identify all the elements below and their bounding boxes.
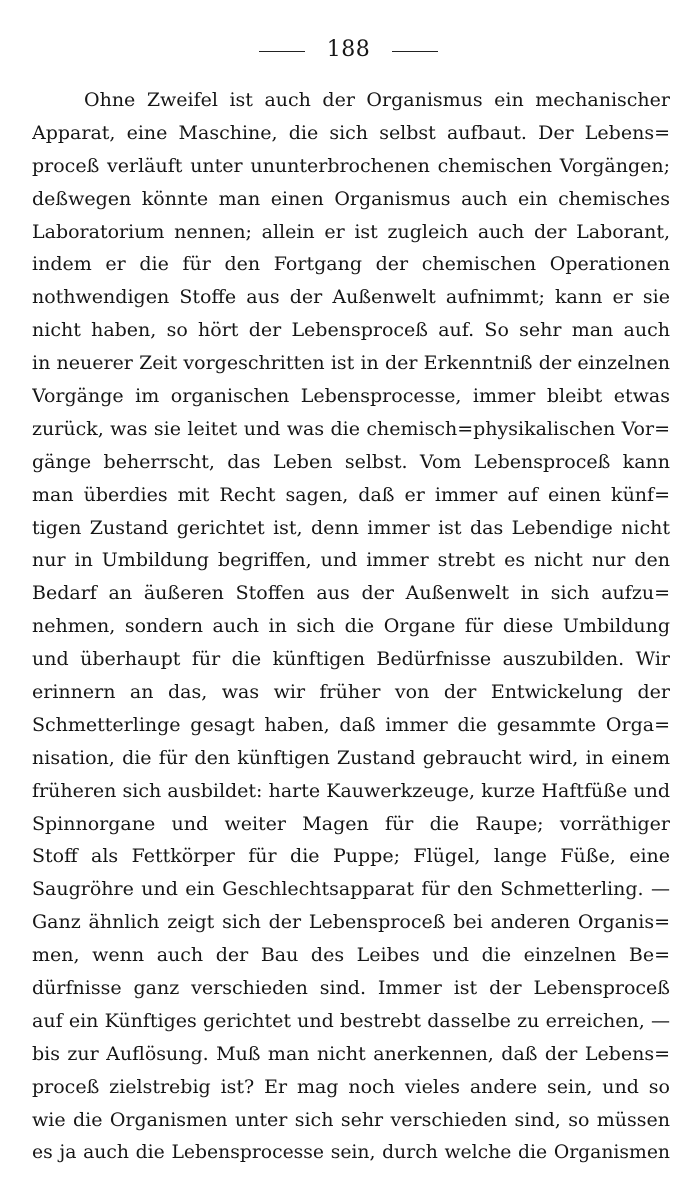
text-line: es ja auch die Lebensprocesse sein, durch welche die Organismen bbox=[32, 1141, 670, 1163]
text-line: indem er die für den Fortgang der chemischen Operationen bbox=[32, 253, 670, 276]
text-line: zurück, was sie leitet und was die chemisch=physikalischen Vor= bbox=[32, 417, 670, 440]
header-rule-right bbox=[392, 51, 438, 52]
text-line: Apparat, eine Maschine, die sich selbst aufbaut. Der Lebens= bbox=[32, 121, 670, 144]
text-line: man überdies mit Recht sagen, daß er immer auf einen künf= bbox=[32, 483, 670, 506]
text-line: wie die Organismen unter sich sehr verschieden sind, so müssen bbox=[32, 1108, 670, 1131]
text-line: und überhaupt für die künftigen Bedürfnisse auszubilden. Wir bbox=[32, 648, 670, 671]
text-line: Spinnorgane und weiter Magen für die Raupe; vorräthiger bbox=[32, 812, 670, 835]
text-line: dürfnisse ganz verschieden sind. Immer ist der Lebensproceß bbox=[32, 977, 670, 1000]
text-line: nehmen, sondern auch in sich die Organe für diese Umbildung bbox=[32, 615, 670, 638]
text-line: nur in Umbildung begriffen, und immer strebt es nicht nur den bbox=[32, 549, 670, 572]
header-rule-left bbox=[259, 51, 305, 52]
text-line: Vorgänge im organischen Lebensprocesse, immer bleibt etwas bbox=[32, 385, 670, 408]
text-line: erinnern an das, was wir früher von der Entwickelung der bbox=[32, 681, 670, 704]
body-paragraph bbox=[32, 84, 670, 1169]
text-line: tigen Zustand gerichtet ist, denn immer ist das Lebendige nicht bbox=[32, 516, 670, 539]
text-line: Ohne Zweifel ist auch der Organismus ein mechanischer bbox=[84, 89, 670, 111]
text-line: gänge beherrscht, das Leben selbst. Vom Lebensproceß kann bbox=[32, 450, 670, 473]
text-line: Ganz ähnlich zeigt sich der Lebensproceß bei anderen Organis= bbox=[32, 911, 670, 934]
page-number: 188 bbox=[326, 36, 371, 62]
text-line: Schmetterlinge gesagt haben, daß immer die gesammte Orga= bbox=[32, 713, 670, 736]
text-line: auf ein Künftiges gerichtet und bestrebt dasselbe zu erreichen, — bbox=[32, 1009, 670, 1032]
text-line: nicht haben, so hört der Lebensproceß auf. So sehr man auch bbox=[32, 319, 670, 342]
text-line: nothwendigen Stoffe aus der Außenwelt aufnimmt; kann er sie bbox=[32, 286, 670, 309]
text-line: Bedarf an äußeren Stoffen aus der Außenwelt in sich aufzu= bbox=[32, 582, 670, 605]
text-line: in neuerer Zeit vorgeschritten ist in der Erkenntniß der einzelnen bbox=[32, 352, 670, 375]
text-line: men, wenn auch der Bau des Leibes und die einzelnen Be= bbox=[32, 944, 670, 967]
text-line: Stoff als Fettkörper für die Puppe; Flügel, lange Füße, eine bbox=[32, 845, 670, 868]
text-line: proceß verläuft unter ununterbrochenen chemischen Vorgängen; bbox=[32, 154, 670, 177]
text-line: bis zur Auflösung. Muß man nicht anerkennen, daß der Lebens= bbox=[32, 1042, 670, 1065]
text-line: Laboratorium nennen; allein er ist zugleich auch der Laborant, bbox=[32, 220, 670, 243]
text-line: proceß zielstrebig ist? Er mag noch vieles andere sein, und so bbox=[32, 1075, 670, 1098]
text-line: nisation, die für den künftigen Zustand gebraucht wird, in einem bbox=[32, 746, 670, 769]
page-header bbox=[0, 34, 697, 64]
text-line: Saugröhre und ein Geschlechtsapparat für den Schmetterling. — bbox=[32, 878, 670, 901]
text-line: deßwegen könnte man einen Organismus auch ein chemisches bbox=[32, 187, 670, 210]
text-line: früheren sich ausbildet: harte Kauwerkzeuge, kurze Haftfüße und bbox=[32, 779, 670, 802]
